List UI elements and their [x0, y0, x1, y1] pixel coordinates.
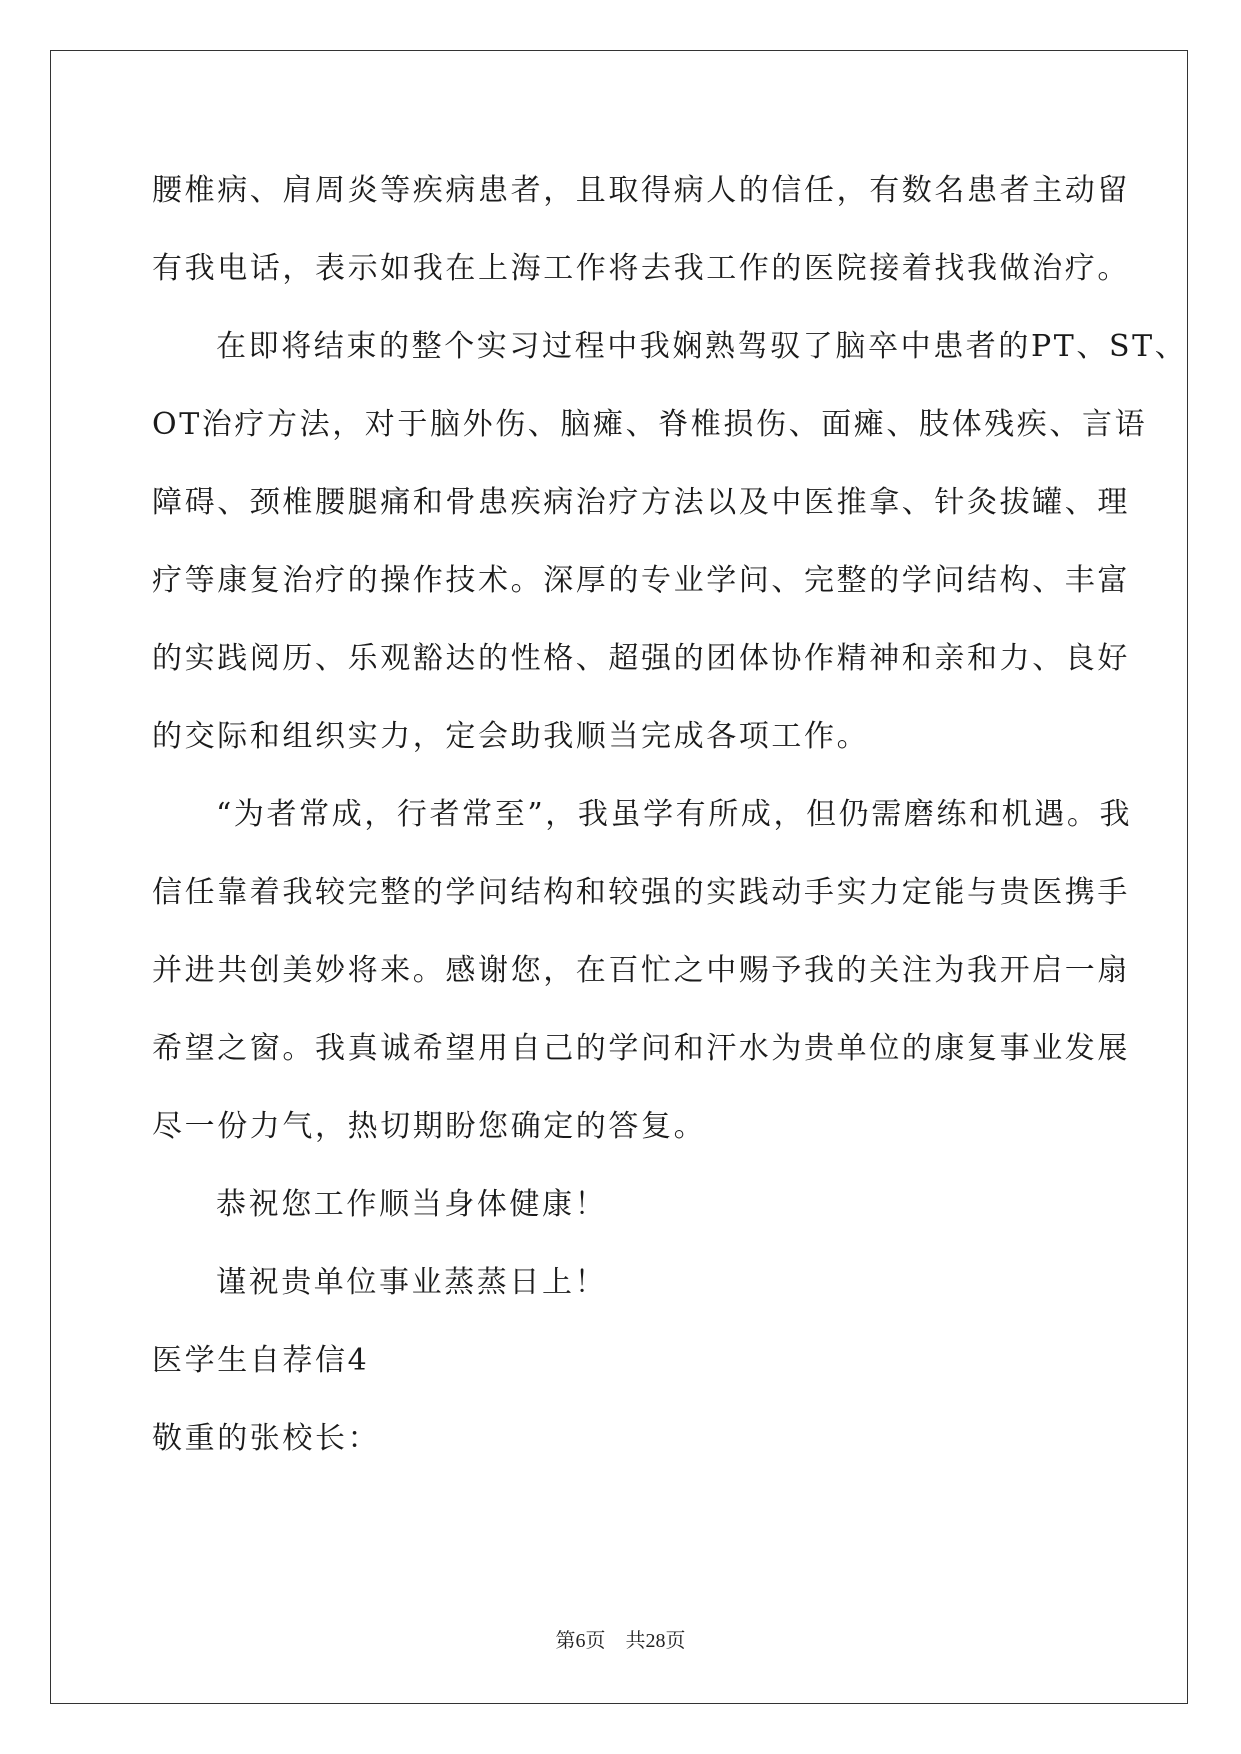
document-body — [152, 164, 1188, 1490]
text-line: 在即将结束的整个实习过程中我娴熟驾驭了脑卒中患者的PT、ST、 — [216, 329, 1188, 364]
section-heading: 医学生自荐信4 — [152, 1343, 370, 1378]
page-number: 第6页 — [555, 1630, 606, 1652]
text-line: 尽一份力气，热切期盼您确定的答复。 — [152, 1109, 707, 1144]
text-line: 的实践阅历、乐观豁达的性格、超强的团体协作精神和亲和力、良好 — [152, 641, 1130, 676]
closing-line: 谨祝贵单位事业蒸蒸日上！ — [216, 1265, 608, 1300]
text-line: 疗等康复治疗的操作技术。深厚的专业学问、完整的学问结构、丰富 — [152, 563, 1130, 598]
text-line: “为者常成，行者常至”，我虽学有所成，但仍需磨练和机遇。我 — [216, 797, 1133, 832]
salutation: 敬重的张校长： — [152, 1421, 381, 1456]
text-line: 障碍、颈椎腰腿痛和骨患疾病治疗方法以及中医推拿、针灸拔罐、理 — [152, 485, 1130, 520]
text-line: OT治疗方法，对于脑外伤、脑瘫、脊椎损伤、面瘫、肢体残疾、言语 — [152, 407, 1148, 442]
text-line: 并进共创美妙将来。感谢您，在百忙之中赐予我的关注为我开启一扇 — [152, 953, 1130, 988]
text-line: 希望之窗。我真诚希望用自己的学问和汗水为贵单位的康复事业发展 — [152, 1031, 1130, 1066]
closing-line: 恭祝您工作顺当身体健康！ — [216, 1187, 608, 1222]
text-line: 的交际和组织实力，定会助我顺当完成各项工作。 — [152, 719, 870, 754]
text-line: 信任靠着我较完整的学问结构和较强的实践动手实力定能与贵医携手 — [152, 875, 1130, 910]
text-line: 腰椎病、肩周炎等疾病患者，且取得病人的信任，有数名患者主动留 — [152, 173, 1130, 208]
page-footer — [0, 1624, 1241, 1653]
text-line: 有我电话，表示如我在上海工作将去我工作的医院接着找我做治疗。 — [152, 251, 1130, 286]
page-total: 共28页 — [625, 1630, 686, 1652]
